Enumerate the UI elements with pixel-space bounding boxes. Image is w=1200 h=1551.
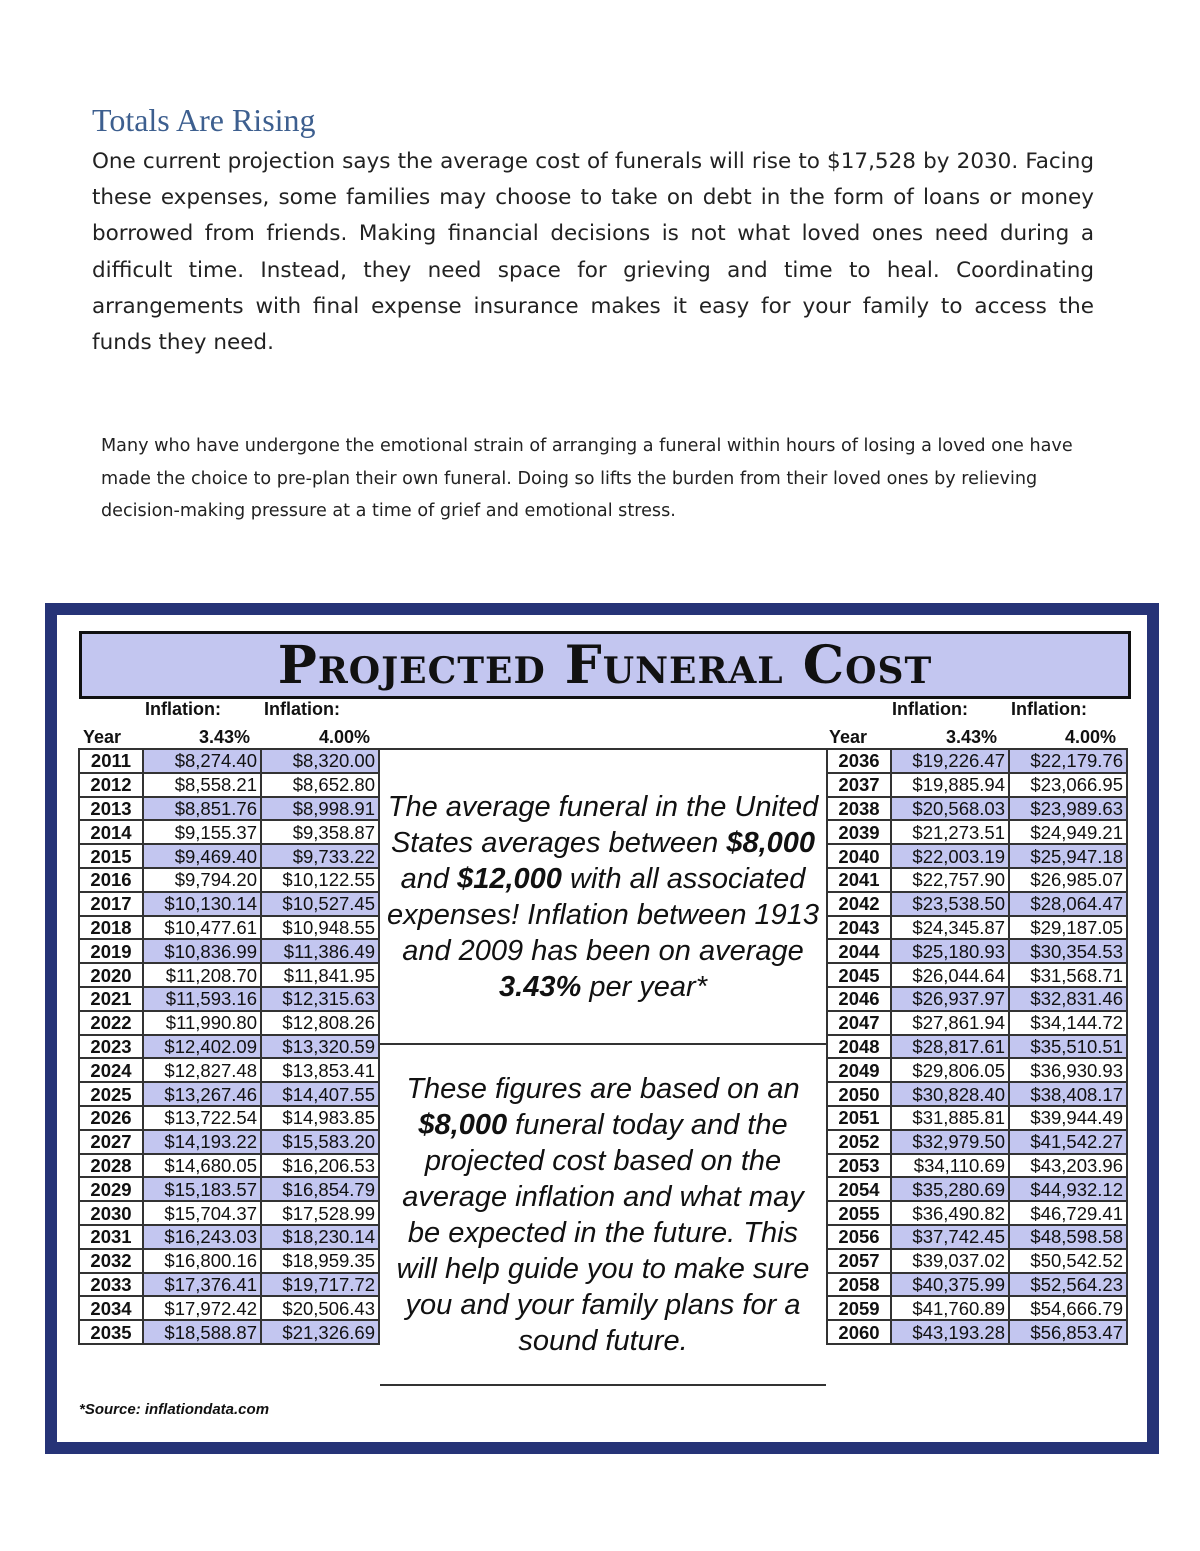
year-cell: 2011 (79, 749, 143, 773)
table-row (827, 773, 1127, 797)
year-cell: 2050 (827, 1082, 891, 1106)
right-year-header: Year (829, 727, 868, 747)
table-row (79, 1320, 379, 1344)
cost-4-00-cell: $39,944.49 (1009, 1106, 1127, 1130)
table-row (827, 1296, 1127, 1320)
average-cost-note (380, 750, 826, 1045)
year-cell: 2053 (827, 1154, 891, 1178)
cost-3-43-cell: $8,274.40 (143, 749, 261, 773)
table-row (79, 797, 379, 821)
cost-4-00-cell: $14,983.85 (261, 1106, 379, 1130)
cost-4-00-cell: $22,179.76 (1009, 749, 1127, 773)
table-row (827, 1106, 1127, 1130)
cost-4-00-cell: $13,853.41 (261, 1058, 379, 1082)
year-cell: 2031 (79, 1225, 143, 1249)
cost-4-00-cell: $10,527.45 (261, 892, 379, 916)
cost-4-00-cell: $52,564.23 (1009, 1273, 1127, 1297)
cost-3-43-cell: $18,588.87 (143, 1320, 261, 1344)
cost-3-43-cell: $26,044.64 (891, 963, 1009, 987)
year-cell: 2012 (79, 773, 143, 797)
cost-3-43-cell: $31,885.81 (891, 1106, 1009, 1130)
note2-pre: These figures are based on an (406, 1072, 800, 1105)
year-cell: 2023 (79, 1035, 143, 1059)
cost-3-43-cell: $19,226.47 (891, 749, 1009, 773)
table-row (79, 844, 379, 868)
cost-3-43-cell: $20,568.03 (891, 797, 1009, 821)
year-cell: 2018 (79, 916, 143, 940)
cost-3-43-cell: $11,990.80 (143, 1011, 261, 1035)
cost-3-43-cell: $25,180.93 (891, 939, 1009, 963)
cost-4-00-cell: $8,998.91 (261, 797, 379, 821)
left-rate-b-header: 4.00% (319, 727, 371, 747)
cost-3-43-cell: $36,490.82 (891, 1201, 1009, 1225)
cost-4-00-cell: $34,144.72 (1009, 1011, 1127, 1035)
cost-4-00-cell: $8,320.00 (261, 749, 379, 773)
left-inflation-b-label: Inflation: (264, 699, 340, 719)
left-year-header: Year (83, 727, 122, 747)
cost-3-43-cell: $39,037.02 (891, 1249, 1009, 1273)
cost-3-43-cell: $24,345.87 (891, 916, 1009, 940)
table-row (827, 1011, 1127, 1035)
cost-3-43-cell: $9,469.40 (143, 844, 261, 868)
table-row (827, 1320, 1127, 1344)
table-row (827, 939, 1127, 963)
table-row (79, 1035, 379, 1059)
left-inflation-a-label: Inflation: (145, 699, 221, 719)
cost-4-00-cell: $15,583.20 (261, 1130, 379, 1154)
year-cell: 2022 (79, 1011, 143, 1035)
cost-4-00-cell: $29,187.05 (1009, 916, 1127, 940)
table-row (79, 963, 379, 987)
cost-4-00-cell: $20,506.43 (261, 1296, 379, 1320)
table-row (827, 844, 1127, 868)
year-cell: 2058 (827, 1273, 891, 1297)
year-cell: 2044 (827, 939, 891, 963)
cost-4-00-cell: $10,948.55 (261, 916, 379, 940)
cost-3-43-cell: $43,193.28 (891, 1320, 1009, 1344)
year-cell: 2048 (827, 1035, 891, 1059)
cost-3-43-cell: $16,800.16 (143, 1249, 261, 1273)
cost-3-43-cell: $12,827.48 (143, 1058, 261, 1082)
cost-3-43-cell: $16,243.03 (143, 1225, 261, 1249)
cost-4-00-cell: $35,510.51 (1009, 1035, 1127, 1059)
cost-4-00-cell: $36,930.93 (1009, 1058, 1127, 1082)
cost-4-00-cell: $9,733.22 (261, 844, 379, 868)
year-cell: 2038 (827, 797, 891, 821)
cost-3-43-cell: $34,110.69 (891, 1154, 1009, 1178)
cost-3-43-cell: $40,375.99 (891, 1273, 1009, 1297)
table-row (827, 1035, 1127, 1059)
right-rate-a-header: 3.43% (946, 727, 998, 747)
year-cell: 2017 (79, 892, 143, 916)
cost-3-43-cell: $13,267.46 (143, 1082, 261, 1106)
cost-4-00-cell: $48,598.58 (1009, 1225, 1127, 1249)
section-heading: Totals Are Rising (92, 102, 316, 138)
cost-3-43-cell: $29,806.05 (891, 1058, 1009, 1082)
cost-4-00-cell: $10,122.55 (261, 868, 379, 892)
year-cell: 2049 (827, 1058, 891, 1082)
year-cell: 2020 (79, 963, 143, 987)
table-row (79, 1154, 379, 1178)
table-row (79, 1201, 379, 1225)
cost-3-43-cell: $10,477.61 (143, 916, 261, 940)
cost-4-00-cell: $16,206.53 (261, 1154, 379, 1178)
year-cell: 2055 (827, 1201, 891, 1225)
cost-3-43-cell: $15,704.37 (143, 1201, 261, 1225)
year-cell: 2036 (827, 749, 891, 773)
year-cell: 2042 (827, 892, 891, 916)
note1-line3: per year* (589, 970, 707, 1003)
cost-4-00-cell: $54,666.79 (1009, 1296, 1127, 1320)
note2-amount: $8,000 (418, 1108, 508, 1141)
cost-3-43-cell: $22,757.90 (891, 868, 1009, 892)
table-row (79, 1011, 379, 1035)
left-cost-table (78, 748, 380, 1345)
projected-cost-figure (45, 603, 1159, 1454)
cost-4-00-cell: $18,230.14 (261, 1225, 379, 1249)
cost-3-43-cell: $15,183.57 (143, 1177, 261, 1201)
table-row (827, 1130, 1127, 1154)
table-row (827, 1225, 1127, 1249)
year-cell: 2059 (827, 1296, 891, 1320)
year-cell: 2045 (827, 963, 891, 987)
year-cell: 2014 (79, 820, 143, 844)
table-row (79, 916, 379, 940)
cost-3-43-cell: $28,817.61 (891, 1035, 1009, 1059)
year-cell: 2057 (827, 1249, 891, 1273)
table-row (827, 1201, 1127, 1225)
table-row (827, 749, 1127, 773)
year-cell: 2026 (79, 1106, 143, 1130)
year-cell: 2030 (79, 1201, 143, 1225)
table-row (827, 1082, 1127, 1106)
cost-3-43-cell: $30,828.40 (891, 1082, 1009, 1106)
cost-4-00-cell: $12,808.26 (261, 1011, 379, 1035)
cost-3-43-cell: $14,680.05 (143, 1154, 261, 1178)
table-row (79, 1296, 379, 1320)
left-rate-a-header: 3.43% (199, 727, 251, 747)
cost-3-43-cell: $27,861.94 (891, 1011, 1009, 1035)
right-cost-table (826, 748, 1128, 1345)
cost-4-00-cell: $26,985.07 (1009, 868, 1127, 892)
cost-4-00-cell: $50,542.52 (1009, 1249, 1127, 1273)
table-row (827, 868, 1127, 892)
year-cell: 2029 (79, 1177, 143, 1201)
year-cell: 2016 (79, 868, 143, 892)
cost-3-43-cell: $26,937.97 (891, 987, 1009, 1011)
table-row (827, 1273, 1127, 1297)
year-cell: 2028 (79, 1154, 143, 1178)
year-cell: 2041 (827, 868, 891, 892)
cost-4-00-cell: $9,358.87 (261, 820, 379, 844)
year-cell: 2013 (79, 797, 143, 821)
year-cell: 2039 (827, 820, 891, 844)
table-row (79, 1058, 379, 1082)
cost-3-43-cell: $8,558.21 (143, 773, 261, 797)
cost-4-00-cell: $38,408.17 (1009, 1082, 1127, 1106)
year-cell: 2015 (79, 844, 143, 868)
table-row (827, 987, 1127, 1011)
table-row (79, 1225, 379, 1249)
year-cell: 2027 (79, 1130, 143, 1154)
table-row (827, 1249, 1127, 1273)
table-row (827, 1058, 1127, 1082)
cost-3-43-cell: $19,885.94 (891, 773, 1009, 797)
table-row (79, 939, 379, 963)
cost-3-43-cell: $37,742.45 (891, 1225, 1009, 1249)
cost-4-00-cell: $12,315.63 (261, 987, 379, 1011)
cost-4-00-cell: $21,326.69 (261, 1320, 379, 1344)
center-notes (380, 748, 826, 1386)
cost-4-00-cell: $28,064.47 (1009, 892, 1127, 916)
cost-4-00-cell: $25,947.18 (1009, 844, 1127, 868)
note1-amount-high: $12,000 (457, 862, 562, 895)
note2-post: funeral today and the projected cost based on the average inflation and what may be expected in the future. This will help guide you to make sure you and your family plans for a sound future. (396, 1108, 810, 1357)
cost-3-43-cell: $10,130.14 (143, 892, 261, 916)
cost-4-00-cell: $32,831.46 (1009, 987, 1127, 1011)
year-cell: 2021 (79, 987, 143, 1011)
intro-paragraph: One current projection says the average cost of funerals will rise to $17,528 by 2030. Facing these expenses, some families may choose to take on debt in the form of loans or money borrowed from friends. Making financial decisions is not what loved ones need during a difficult time. Instead, they need space for grieving and time to heal. Coordinating arrangements with final expense insurance makes it easy for your family to access the funds they need. (92, 149, 1094, 356)
cost-3-43-cell: $17,972.42 (143, 1296, 261, 1320)
year-cell: 2054 (827, 1177, 891, 1201)
note1-and: and (400, 862, 450, 895)
cost-3-43-cell: $12,402.09 (143, 1035, 261, 1059)
cost-4-00-cell: $23,066.95 (1009, 773, 1127, 797)
year-cell: 2060 (827, 1320, 891, 1344)
year-cell: 2033 (79, 1273, 143, 1297)
year-cell: 2051 (827, 1106, 891, 1130)
year-cell: 2040 (827, 844, 891, 868)
table-row (827, 892, 1127, 916)
note1-amount-low: $8,000 (726, 826, 816, 859)
preplan-paragraph: Many who have undergone the emotional strain of arranging a funeral within hours of losing a loved one have made the choice to pre-plan their own funeral. Doing so lifts the burden from their loved ones by relieving decision-making pressure at a time of grief and emotional stress. (101, 436, 1073, 521)
source-note: *Source: inflationdata.com (79, 1401, 270, 1418)
cost-4-00-cell: $31,568.71 (1009, 963, 1127, 987)
cost-4-00-cell: $30,354.53 (1009, 939, 1127, 963)
year-cell: 2032 (79, 1249, 143, 1273)
table-row (79, 773, 379, 797)
note1-line1: The average funeral in the United States averages between (387, 790, 819, 859)
figure-title-bar (79, 631, 1131, 699)
cost-4-00-cell: $11,841.95 (261, 963, 379, 987)
table-row (79, 1273, 379, 1297)
cost-3-43-cell: $9,794.20 (143, 868, 261, 892)
cost-4-00-cell: $14,407.55 (261, 1082, 379, 1106)
year-cell: 2019 (79, 939, 143, 963)
right-inflation-b-label: Inflation: (1011, 699, 1087, 719)
cost-4-00-cell: $56,853.47 (1009, 1320, 1127, 1344)
year-cell: 2037 (827, 773, 891, 797)
note1-rate: 3.43% (499, 970, 582, 1003)
cost-4-00-cell: $16,854.79 (261, 1177, 379, 1201)
cost-3-43-cell: $23,538.50 (891, 892, 1009, 916)
figures-basis-note (380, 1045, 826, 1384)
cost-3-43-cell: $8,851.76 (143, 797, 261, 821)
cost-3-43-cell: $9,155.37 (143, 820, 261, 844)
cost-3-43-cell: $11,593.16 (143, 987, 261, 1011)
year-cell: 2052 (827, 1130, 891, 1154)
year-cell: 2035 (79, 1320, 143, 1344)
year-cell: 2034 (79, 1296, 143, 1320)
cost-3-43-cell: $35,280.69 (891, 1177, 1009, 1201)
table-row (827, 1177, 1127, 1201)
table-row (827, 820, 1127, 844)
figure-title: Projected Funeral Cost (277, 634, 933, 696)
table-row (79, 1249, 379, 1273)
cost-4-00-cell: $8,652.80 (261, 773, 379, 797)
table-row (79, 987, 379, 1011)
cost-3-43-cell: $11,208.70 (143, 963, 261, 987)
cost-3-43-cell: $41,760.89 (891, 1296, 1009, 1320)
cost-4-00-cell: $11,386.49 (261, 939, 379, 963)
year-cell: 2024 (79, 1058, 143, 1082)
cost-3-43-cell: $21,273.51 (891, 820, 1009, 844)
figure-panel (57, 615, 1147, 1442)
cost-4-00-cell: $44,932.12 (1009, 1177, 1127, 1201)
cost-4-00-cell: $13,320.59 (261, 1035, 379, 1059)
cost-3-43-cell: $14,193.22 (143, 1130, 261, 1154)
cost-3-43-cell: $10,836.99 (143, 939, 261, 963)
year-cell: 2047 (827, 1011, 891, 1035)
table-row (827, 963, 1127, 987)
cost-3-43-cell: $17,376.41 (143, 1273, 261, 1297)
table-row (79, 892, 379, 916)
table-row (827, 916, 1127, 940)
table-row (79, 1130, 379, 1154)
year-cell: 2043 (827, 916, 891, 940)
cost-4-00-cell: $46,729.41 (1009, 1201, 1127, 1225)
cost-4-00-cell: $17,528.99 (261, 1201, 379, 1225)
cost-4-00-cell: $19,717.72 (261, 1273, 379, 1297)
cost-3-43-cell: $22,003.19 (891, 844, 1009, 868)
cost-4-00-cell: $24,949.21 (1009, 820, 1127, 844)
cost-4-00-cell: $23,989.63 (1009, 797, 1127, 821)
cost-4-00-cell: $18,959.35 (261, 1249, 379, 1273)
table-row (79, 749, 379, 773)
cost-4-00-cell: $41,542.27 (1009, 1130, 1127, 1154)
table-row (79, 1177, 379, 1201)
right-rate-b-header: 4.00% (1065, 727, 1117, 747)
table-row (79, 820, 379, 844)
cost-4-00-cell: $43,203.96 (1009, 1154, 1127, 1178)
table-row (827, 797, 1127, 821)
cost-3-43-cell: $13,722.54 (143, 1106, 261, 1130)
note1-line2: with all associated expenses! Inflation between 1913 and 2009 has been on average (386, 862, 820, 967)
year-cell: 2025 (79, 1082, 143, 1106)
table-row (79, 1082, 379, 1106)
right-inflation-a-label: Inflation: (892, 699, 968, 719)
table-row (79, 1106, 379, 1130)
table-row (79, 868, 379, 892)
year-cell: 2056 (827, 1225, 891, 1249)
cost-3-43-cell: $32,979.50 (891, 1130, 1009, 1154)
table-row (827, 1154, 1127, 1178)
year-cell: 2046 (827, 987, 891, 1011)
